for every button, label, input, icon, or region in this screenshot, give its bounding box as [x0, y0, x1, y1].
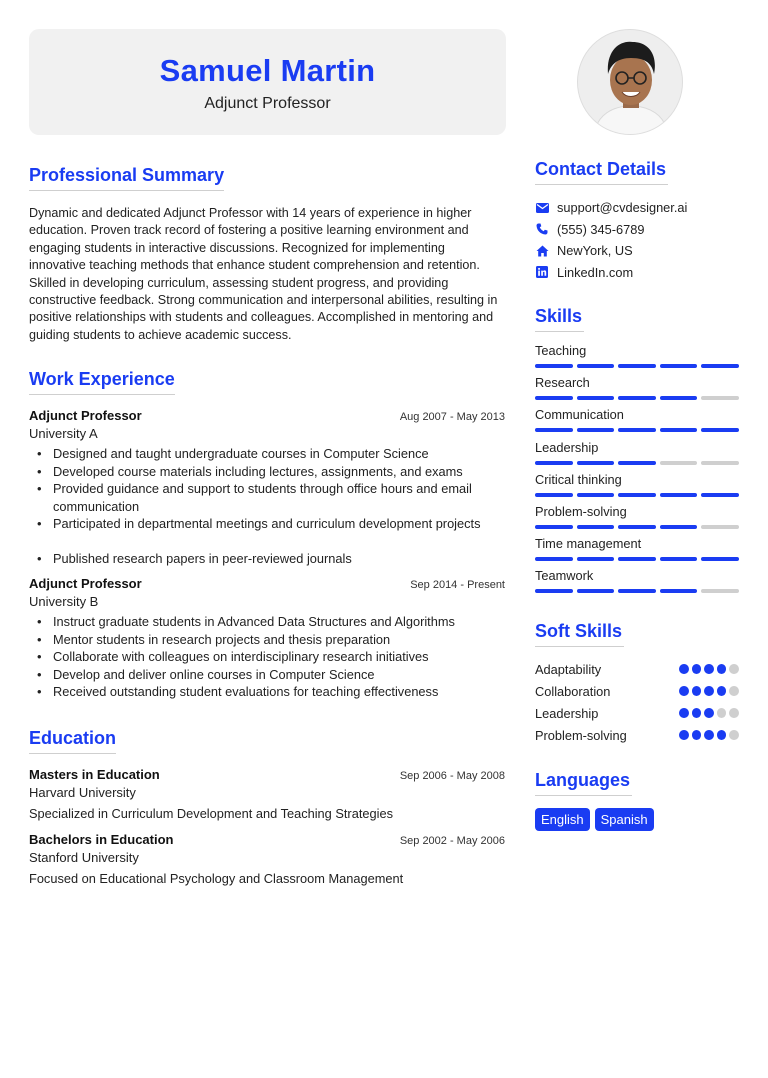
skill-level-segment	[535, 461, 573, 465]
contact-text: support@cvdesigner.ai	[557, 200, 688, 216]
soft-skill-item	[535, 702, 739, 724]
skill-level-segment	[618, 589, 656, 593]
education-entry	[29, 832, 505, 886]
skill-level-bar	[535, 493, 739, 497]
skill-level-segment	[660, 396, 698, 400]
skill-item	[535, 504, 739, 536]
skill-level-segment	[660, 493, 698, 497]
skill-level-segment	[535, 396, 573, 400]
skill-name: Research	[535, 375, 590, 391]
rating-dot	[729, 708, 739, 718]
skill-level-segment	[577, 525, 615, 529]
soft-skill-name: Collaboration	[535, 683, 611, 699]
skill-level-segment	[535, 557, 573, 561]
linkedin-icon	[535, 265, 549, 279]
skill-level-segment	[701, 525, 739, 529]
job-organization: University B	[29, 594, 99, 609]
skill-name: Problem-solving	[535, 503, 627, 519]
soft-skills-section	[535, 621, 739, 746]
list-item: • Received outstanding student evaluations for teaching effectiveness	[29, 683, 505, 701]
avatar	[577, 29, 683, 135]
rating-dot	[704, 708, 714, 718]
soft-skill-item	[535, 680, 739, 702]
contact-email[interactable]	[535, 197, 739, 219]
rating-dot	[717, 664, 727, 674]
skill-item	[535, 536, 739, 568]
soft-skill-name: Adaptability	[535, 661, 602, 677]
rating-dot	[729, 686, 739, 696]
experience-section	[29, 369, 505, 701]
contact-text: NewYork, US	[557, 243, 633, 259]
education-description: Specialized in Curriculum Development and Teaching Strategies	[29, 806, 393, 821]
skill-name: Teaching	[535, 343, 587, 358]
soft-skill-rating	[679, 708, 739, 718]
education-heading: Education	[29, 728, 116, 754]
skill-item	[535, 375, 739, 407]
skill-level-segment	[660, 461, 698, 465]
skill-level-bar	[535, 525, 739, 529]
skill-level-segment	[577, 364, 615, 368]
skill-item	[535, 568, 739, 600]
job-bullets	[29, 613, 505, 701]
skill-level-segment	[660, 589, 698, 593]
rating-dot	[692, 664, 702, 674]
skill-name: Leadership	[535, 439, 599, 455]
home-icon	[535, 244, 549, 258]
candidate-name: Samuel Martin	[159, 53, 376, 88]
job-title: Adjunct Professor	[29, 576, 142, 591]
skill-level-segment	[618, 396, 656, 400]
skill-level-segment	[535, 525, 573, 529]
contact-linkedin[interactable]	[535, 262, 739, 284]
education-entry	[29, 767, 505, 821]
languages-heading: Languages	[535, 770, 632, 796]
job-entry	[29, 576, 505, 701]
skill-level-segment	[701, 557, 739, 561]
skill-level-bar	[535, 396, 739, 400]
degree: Masters in Education	[29, 767, 160, 782]
skill-level-segment	[535, 493, 573, 497]
skill-level-segment	[618, 557, 656, 561]
education-dates: Sep 2002 - May 2006	[399, 835, 505, 847]
soft-skill-item	[535, 724, 739, 746]
header-card	[29, 29, 506, 135]
skill-level-segment	[701, 461, 739, 465]
skill-level-segment	[701, 396, 739, 400]
skill-level-segment	[618, 364, 656, 368]
skill-level-bar	[535, 461, 739, 465]
list-item: • Developed course materials including lectures, assignments, and exams	[29, 463, 505, 481]
skills-heading: Skills	[535, 306, 584, 332]
skill-level-segment	[660, 428, 698, 432]
phone-icon	[535, 222, 549, 236]
languages-list	[535, 808, 739, 831]
skill-level-segment	[701, 589, 739, 593]
job-entry	[29, 408, 505, 567]
language-badge: English	[535, 808, 590, 831]
skill-name: Communication	[535, 407, 624, 423]
soft-skill-item	[535, 658, 739, 680]
experience-heading: Work Experience	[29, 369, 175, 395]
degree: Bachelors in Education	[29, 832, 174, 847]
job-organization: University A	[29, 426, 98, 441]
skill-level-segment	[618, 461, 656, 465]
contact-section	[535, 159, 739, 283]
rating-dot	[692, 686, 702, 696]
summary-heading: Professional Summary	[29, 165, 224, 191]
summary-text: Dynamic and dedicated Adjunct Professor with 14 years of experience in higher education. Proven track record of fostering a positive learning environment and engaging students in interactive discussions. Recognized for implementing innovative teaching methods that enhance student comprehension and retention. Skilled in developing curriculum, assessing student progress, and providing constructive feedback. Strong communication and interpersonal abilities, resulting in positive relationships with students and colleagues. Accomplished in mentoring and guiding students to achieve academic success.	[29, 206, 498, 342]
rating-dot	[679, 730, 689, 740]
education-section	[29, 728, 505, 886]
skill-level-segment	[660, 364, 698, 368]
rating-dot	[729, 730, 739, 740]
skill-level-bar	[535, 589, 739, 593]
soft-skills-heading: Soft Skills	[535, 621, 624, 647]
skill-level-segment	[660, 557, 698, 561]
skill-level-segment	[701, 428, 739, 432]
profile-photo	[578, 30, 683, 135]
contact-location	[535, 240, 739, 262]
education-description: Focused on Educational Psychology and Classroom Management	[29, 871, 404, 886]
soft-skill-name: Leadership	[535, 705, 599, 721]
skill-item	[535, 407, 739, 439]
language-badge: Spanish	[595, 808, 654, 831]
list-item: • Provided guidance and support to students through office hours and email communication	[29, 480, 505, 515]
list-item: • Published research papers in peer-reviewed journals	[29, 550, 505, 568]
skill-level-segment	[701, 493, 739, 497]
skills-list	[535, 343, 739, 601]
school: Harvard University	[29, 785, 136, 800]
skill-level-segment	[535, 589, 573, 593]
soft-skill-name: Problem-solving	[535, 727, 627, 743]
skills-section	[535, 306, 739, 601]
rating-dot	[679, 664, 689, 674]
rating-dot	[717, 686, 727, 696]
list-item: • Participated in departmental meetings and curriculum development projects	[29, 515, 505, 533]
rating-dot	[704, 664, 714, 674]
rating-dot	[704, 730, 714, 740]
job-dates: Sep 2014 - Present	[410, 579, 505, 591]
skill-level-segment	[577, 589, 615, 593]
skill-level-segment	[577, 493, 615, 497]
soft-skills-list	[535, 658, 739, 746]
skill-level-segment	[701, 364, 739, 368]
skill-level-bar	[535, 557, 739, 561]
languages-section	[535, 770, 739, 831]
skill-level-segment	[577, 461, 615, 465]
rating-dot	[729, 664, 739, 674]
skill-level-segment	[618, 493, 656, 497]
job-title: Adjunct Professor	[29, 408, 142, 423]
list-item: • Develop and deliver online courses in Computer Science	[29, 666, 505, 684]
contact-heading: Contact Details	[535, 159, 668, 185]
skill-level-bar	[535, 364, 739, 368]
summary-section	[29, 165, 505, 344]
skill-level-bar	[535, 428, 739, 432]
list-item: • Mentor students in research projects and thesis preparation	[29, 631, 505, 649]
skill-level-segment	[618, 525, 656, 529]
skill-level-segment	[535, 364, 573, 368]
skill-item	[535, 440, 739, 472]
rating-dot	[692, 730, 702, 740]
skill-level-segment	[577, 428, 615, 432]
skill-level-segment	[660, 525, 698, 529]
rating-dot	[704, 686, 714, 696]
rating-dot	[717, 708, 727, 718]
list-item: • Collaborate with colleagues on interdisciplinary research initiatives	[29, 648, 505, 666]
skill-item	[535, 472, 739, 504]
skill-name: Critical thinking	[535, 471, 622, 487]
job-dates: Aug 2007 - May 2013	[399, 411, 505, 423]
education-dates: Sep 2006 - May 2008	[399, 770, 505, 782]
list-item: • Instruct graduate students in Advanced Data Structures and Algorithms	[29, 613, 505, 631]
list-item: • Designed and taught undergraduate courses in Computer Science	[29, 445, 505, 463]
rating-dot	[679, 708, 689, 718]
skill-name: Time management	[535, 536, 642, 552]
candidate-title: Adjunct Professor	[204, 95, 331, 112]
soft-skill-rating	[679, 664, 739, 674]
contact-phone[interactable]	[535, 219, 739, 241]
rating-dot	[692, 708, 702, 718]
envelope-icon	[535, 201, 549, 215]
rating-dot	[717, 730, 727, 740]
contact-text: (555) 345-6789	[557, 221, 645, 237]
school: Stanford University	[29, 850, 139, 865]
skill-name: Teamwork	[535, 568, 594, 584]
skill-level-segment	[535, 428, 573, 432]
skill-level-segment	[577, 557, 615, 561]
contact-text: LinkedIn.com	[557, 264, 634, 280]
rating-dot	[679, 686, 689, 696]
skill-item	[535, 343, 739, 375]
job-bullets	[29, 445, 505, 567]
skill-level-segment	[577, 396, 615, 400]
soft-skill-rating	[679, 730, 739, 740]
skill-level-segment	[618, 428, 656, 432]
soft-skill-rating	[679, 686, 739, 696]
